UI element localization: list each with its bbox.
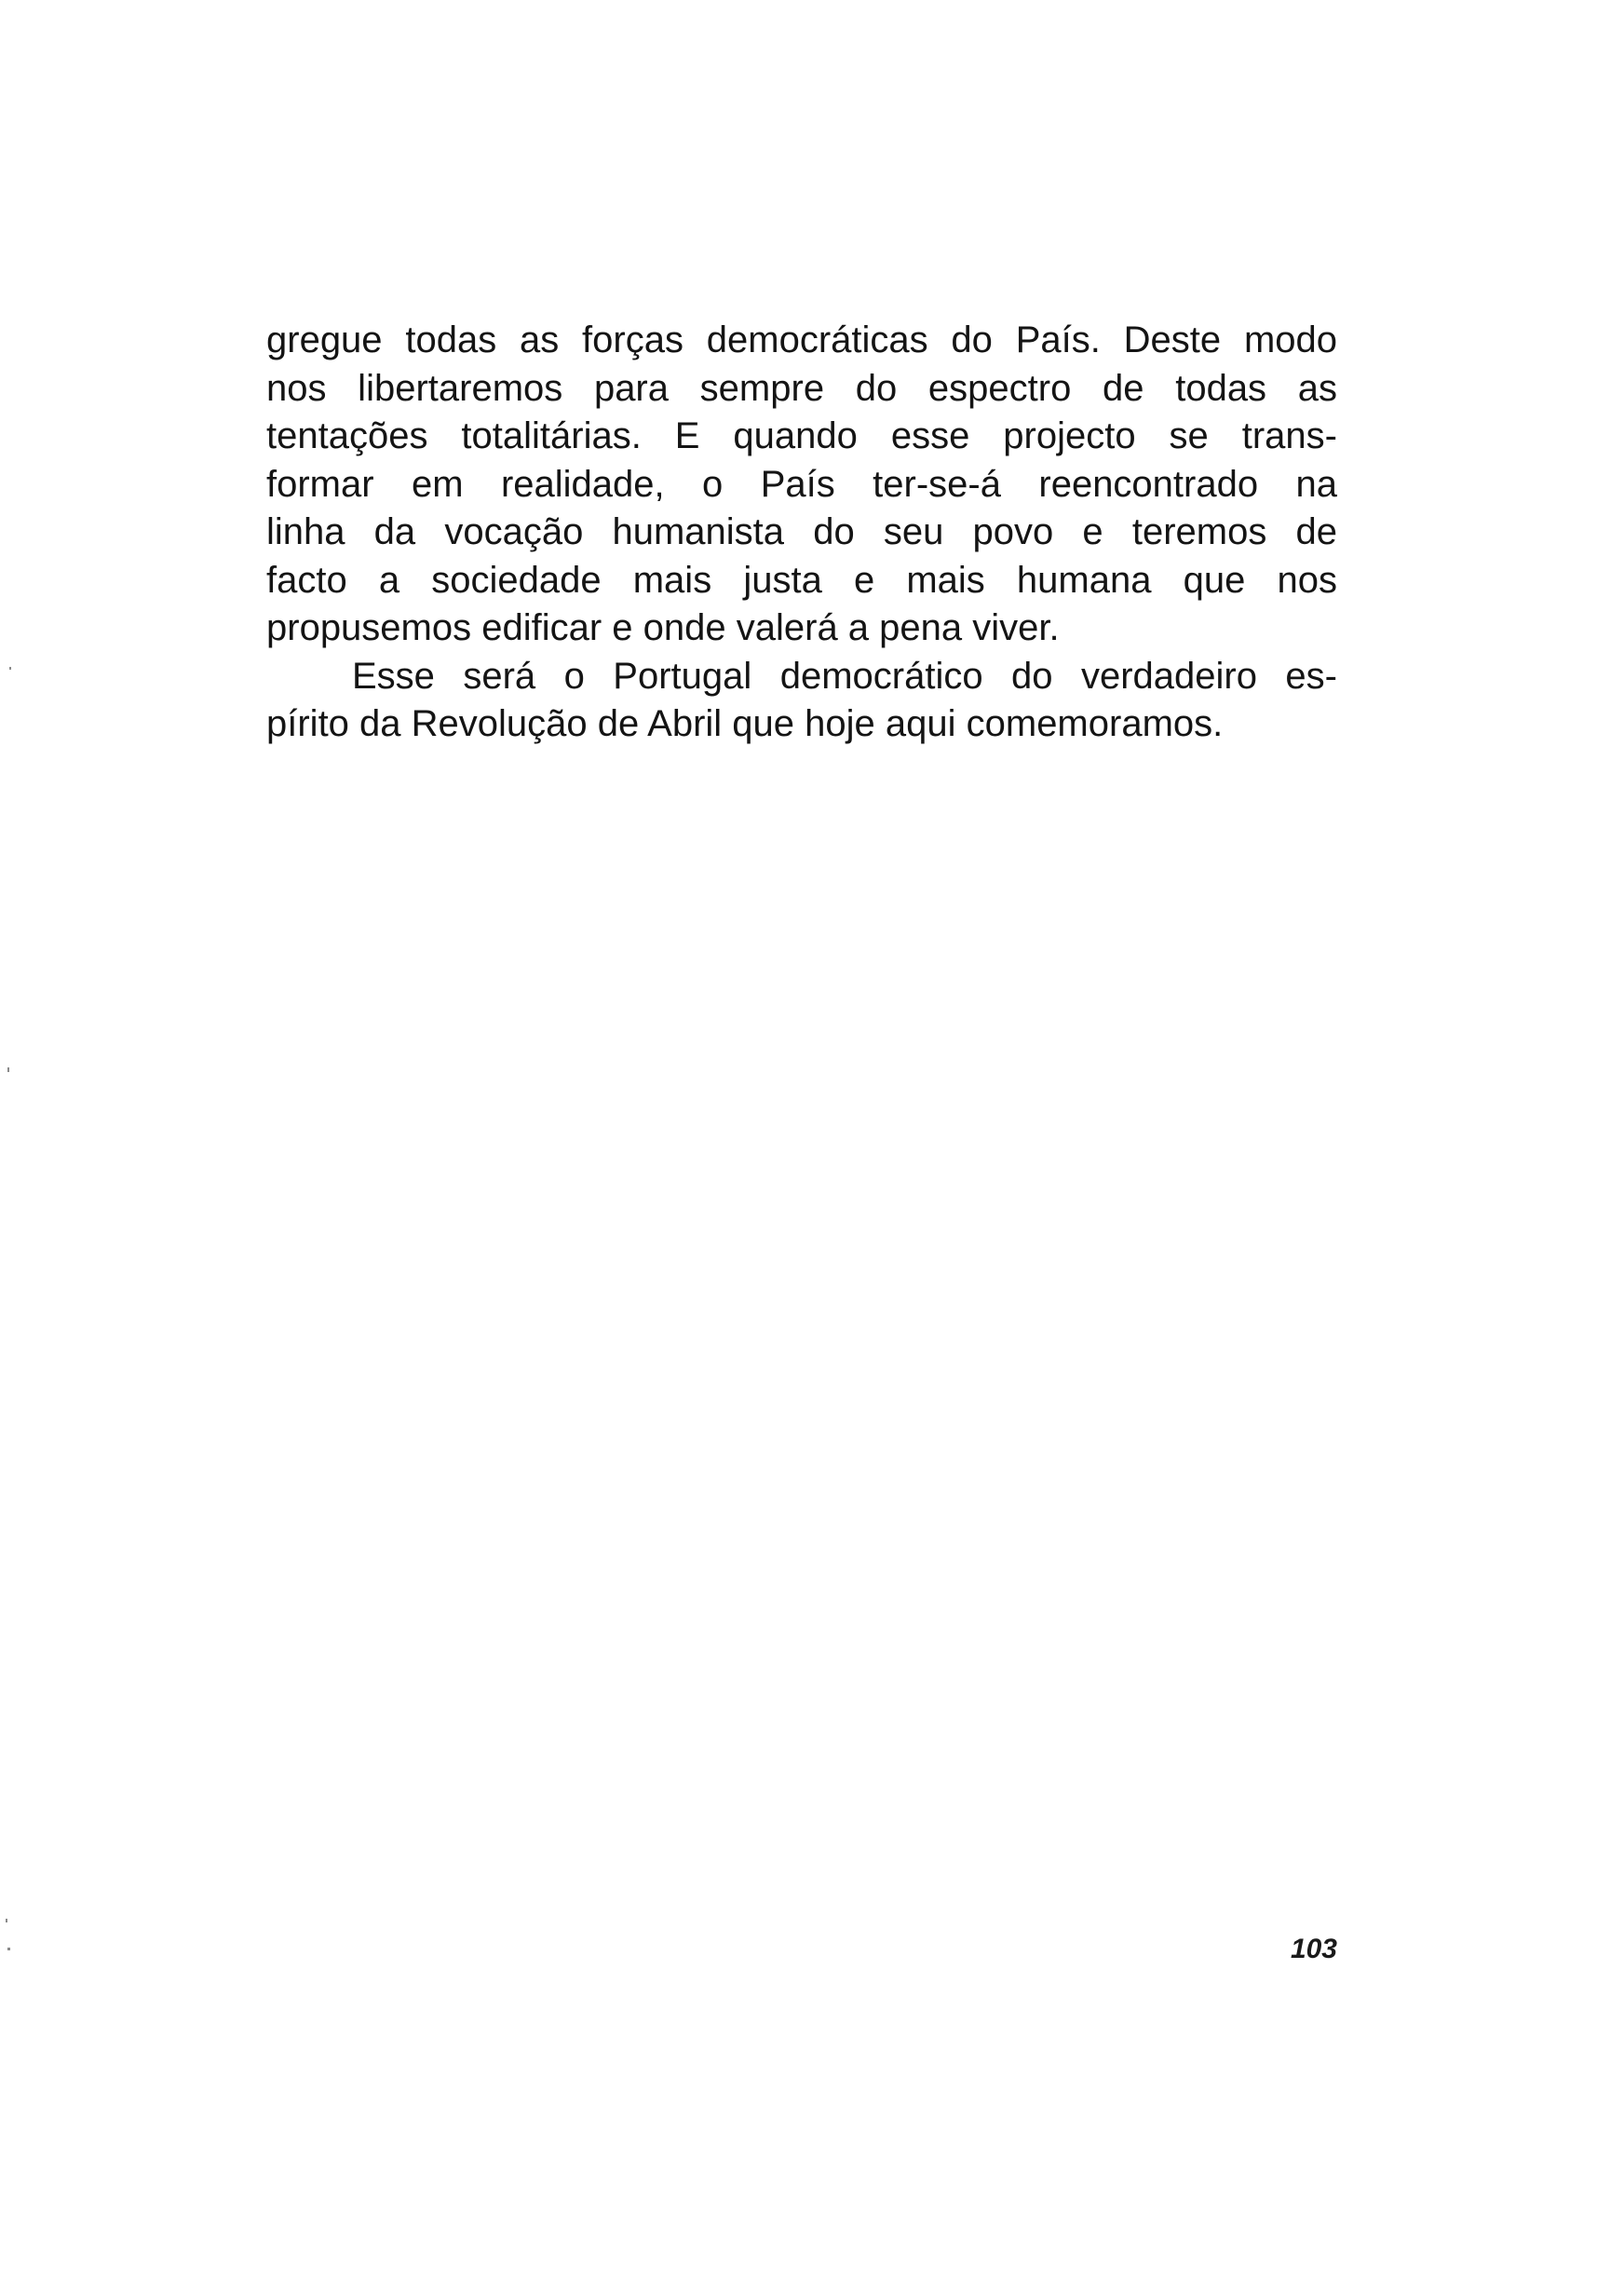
text-line: nos libertaremos para sempre do espectro de todas as [266, 367, 1337, 409]
scan-speck [7, 1067, 9, 1072]
text-line: tentações totalitárias. E quando esse projecto se trans- [266, 415, 1337, 456]
text-line: facto a sociedade mais justa e mais humana que nos [266, 559, 1337, 601]
scan-speck [6, 1919, 7, 1922]
text-line: formar em realidade, o País ter-se-á reencontrado na [266, 463, 1337, 505]
text-line: pírito da Revolução de Abril que hoje aqui comemoramos. [266, 703, 1224, 744]
body-text [266, 317, 1337, 749]
paragraph-2 [266, 653, 1337, 749]
paragraph-1 [266, 317, 1337, 653]
text-line: Esse será o Portugal democrático do verdadeiro es- [352, 655, 1337, 697]
scan-speck [7, 1948, 10, 1950]
text-line: gregue todas as forças democráticas do País. Deste modo [266, 319, 1337, 360]
text-line: propusemos edificar e onde valerá a pena viver. [266, 607, 1060, 648]
scan-speck [9, 667, 11, 670]
text-line: linha da vocação humanista do seu povo e teremos de [266, 511, 1337, 552]
page-number: 103 [1290, 1934, 1337, 1964]
